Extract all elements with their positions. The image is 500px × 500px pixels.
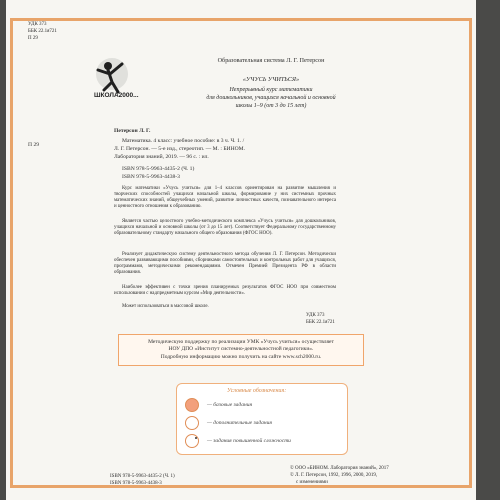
legend-item-basic [185,398,335,414]
annotation-paragraph-2: Является частью целостного учебно-методического комплекса «Учусь учиться» для дошкольников, учащихся начальной и основной школы (от 3 до 15 лет). Соответствует Федеральному государственному образовательному стандарту начального общего образования (ФГОС НОО). [114,219,336,237]
course-line-1: Непрерывный курс математики [229,87,313,93]
book-page [6,0,476,500]
legend-item-advanced [185,434,335,450]
legend-label-advanced: — задания повышенной сложности [207,438,291,444]
annotation-paragraph-5: Может использоваться в массовой школе. [122,304,209,309]
biblio-line-2: Л. Г. Петерсон. — 5-е изд., стереотип. — М. : БИНОМ. [114,146,246,152]
footer-copyright-2: © Л. Г. Петерсон, 1992, 1996, 2000, 2019, [290,473,378,478]
biblio-line-3: Лаборатория знаний, 2019. — 96 с. : ил. [114,154,209,160]
support-line-3: Подробную информацию можно получить на сайте www.sch2000.ru. [160,353,322,360]
logo-text: ШКОЛА2000... [94,92,139,99]
legend-label-basic: — базовые задания [207,402,252,408]
annotation-bbk: ББК 22.1я721 [306,320,335,325]
legend-item-additional [185,416,335,432]
course-line-2: для дошкольников, учащихся начальной и основной [206,95,336,101]
annotation-paragraph-1: Курс математики «Учусь учиться» для 1–4 классов ориентирован на развитие мышления и творческих способностей учащихся начальной школы, формирование у них системных прочных математических знаний, общеучебных умений, развитие личностных качеств, познавательного интереса и ценностного отношения к образованию. [114,186,336,210]
header-udk: УДК 373 [28,22,47,27]
empty-circle-icon [185,416,199,430]
course-line-3: школы 1–9 (от 3 до 15 лет) [235,103,307,109]
annotation-paragraph-3: Реализует дидактическую систему деятельностного метода обучения Л. Г. Петерсон. Методически обеспечен развивающими пособиями, сборниками самостоятельных и контрольных работ для учащихся, программами, методическими рекомендациями. Отмечен Премией Президента РФ в области образования. [114,252,336,276]
legend-title: Условные обозначения: [227,388,287,394]
system-title: Образовательная система Л. Г. Петерсон [217,57,325,64]
biblio-line-1: Математика. 4 класс: учебное пособие: в 3 ч. Ч. 1. / [122,138,245,144]
biblio-isbn-2: ISBN 978-5-9963-4438-3 [122,174,180,180]
footer-isbn-1: ISBN 978-5-9963-4435-2 (Ч. 1) [110,474,175,479]
support-line-2: НОУ ДПО «Институт системно-деятельностной педагогики». [168,346,314,353]
annotation-udk: УДК 373 [306,313,325,318]
support-info-box [118,334,364,366]
footer-copyright-1: © ООО «БИНОМ. Лаборатория знаний», 2017 [290,466,389,471]
legend-box [176,383,348,455]
filled-circle-icon [185,398,199,412]
program-title: «УЧУСЬ УЧИТЬСЯ» [242,76,300,83]
support-line-1: Методическую поддержку по реализации УМК «Учусь учиться» осуществляет [148,339,334,345]
biblio-code: П 29 [28,142,40,148]
dotted-circle-icon [185,434,199,448]
legend-label-additional: — дополнительные задания [207,420,272,426]
biblio-author: Петерсон Л. Г. [114,128,151,134]
header-bbk: ББК 22.1я721 [28,29,57,34]
footer-copyright-3: с изменениями [296,480,328,485]
annotation-paragraph-4: Наиболее эффективен с точки зрения планируемых результатов ФГОС НОО при совместном использовании с надпредметным курсом «Мир деятельности». [114,285,336,297]
header-p29: П 29 [28,36,38,41]
footer-isbn-2: ISBN 978-5-9963-4438-3 [110,481,162,486]
biblio-isbn-1: ISBN 978-5-9963-4435-2 (Ч. 1) [122,166,195,172]
